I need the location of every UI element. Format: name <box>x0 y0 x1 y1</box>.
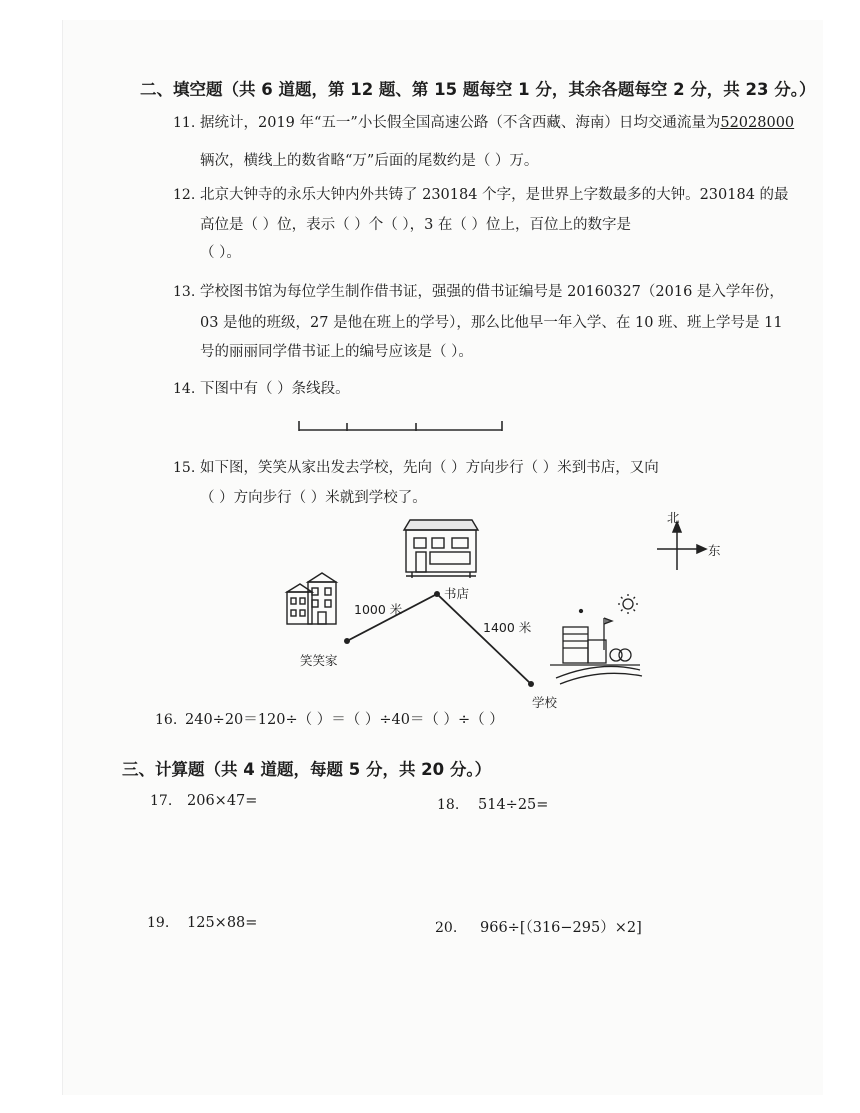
question-13-line1: 学校图书馆为每位学生制作借书证，强强的借书证编号是 20160327（2016 是入学年份， <box>200 284 784 300</box>
question-15-line2: （ ）方向步行（ ）米就到学校了。 <box>200 490 427 506</box>
home-label: 笑笑家 <box>300 653 338 668</box>
question-11-text: 据统计，2019 年“五一”小长假全国高速公路（不含西藏、海南）日均交通流量为 <box>200 115 721 131</box>
question-12-line1: 北京大钟寺的永乐大钟内外共铸了 230184 个字，是世界上字数最多的大钟。230184 的最 <box>200 187 789 203</box>
school-building-icon <box>550 594 642 684</box>
distance-label-1000: 1000 米 <box>354 602 403 617</box>
question-13-line3: 号的丽丽同学借书证上的编号应该是（ ）。 <box>200 344 473 360</box>
home-point <box>344 638 350 644</box>
bookstore-building-icon <box>404 520 478 578</box>
question-12-line3: （ ）。 <box>200 245 241 261</box>
question-11-number: 11. <box>173 115 196 131</box>
question-18-number: 18. <box>437 797 460 813</box>
distance-label-1400: 1400 米 <box>483 620 532 635</box>
question-17-number: 17. <box>150 793 173 809</box>
question-11-line2: 辆次，横线上的数省略“万”后面的尾数约是（ ）万。 <box>200 153 539 169</box>
section-three-title: 三、计算题（共 4 道题，每题 5 分，共 20 分。） <box>122 760 492 779</box>
compass-north-label: 北 <box>667 510 680 525</box>
question-15-line1: 如下图，笑笑从家出发去学校，先向（ ）方向步行（ ）米到书店，又向 <box>200 460 659 476</box>
bookstore-point <box>434 591 440 597</box>
question-17-expression: 206×47= <box>187 793 258 809</box>
home-building-icon <box>287 573 336 624</box>
question-13-number: 13. <box>173 284 196 300</box>
question-19-number: 19. <box>147 915 170 931</box>
question-15-number: 15. <box>173 460 196 476</box>
school-label: 学校 <box>532 695 558 710</box>
question-16-text: 240÷20＝120÷（ ）＝（ ）÷40＝（ ）÷（ ） <box>185 712 504 728</box>
question-14-text: 下图中有（ ）条线段。 <box>200 381 350 397</box>
question-20-expression: 966÷[（316−295）×2] <box>480 920 642 936</box>
question-20-number: 20. <box>435 920 458 936</box>
section-two-title: 二、填空题（共 6 道题，第 12 题、第 15 题每空 1 分，其余各题每空 2 分，共 23 分。） <box>140 80 816 99</box>
bookstore-label: 书店 <box>444 586 470 601</box>
compass-east-label: 东 <box>708 543 721 558</box>
school-point <box>528 681 534 687</box>
compass-icon <box>657 522 706 570</box>
question-19-expression: 125×88= <box>187 915 258 931</box>
traffic-flow-value: 52028000 <box>720 115 795 131</box>
question-13-line2: 03 是他的班级，27 是他在班上的学号），那么比他早一年入学、在 10 班、班上学号是 11 <box>200 315 783 331</box>
question-12-number: 12. <box>173 187 196 203</box>
question-16-number: 16. <box>155 712 178 728</box>
question-18-expression: 514÷25= <box>478 797 549 813</box>
question-12-line2: 高位是（ ）位，表示（ ）个（ ），3 在（ ）位上，百位上的数字是 <box>200 217 632 233</box>
question-14-number: 14. <box>173 381 196 397</box>
